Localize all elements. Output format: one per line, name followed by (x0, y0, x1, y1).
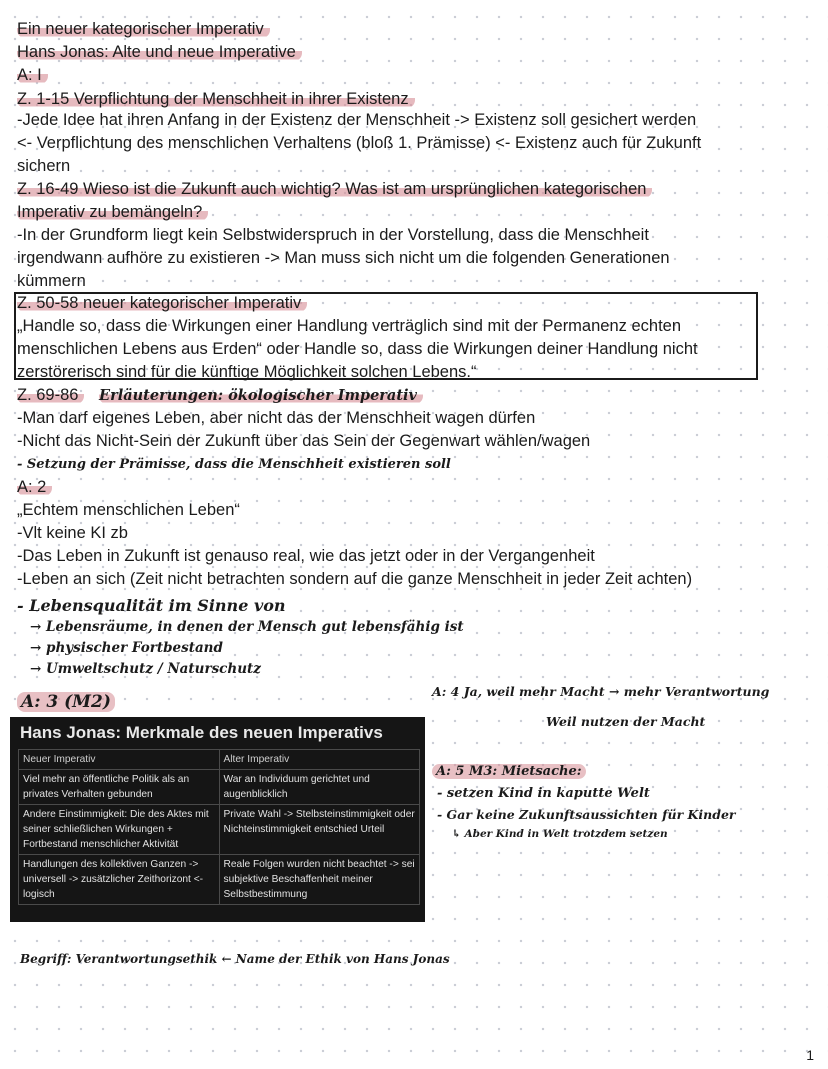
task-a1-label: A: I (17, 64, 48, 87)
section-heading-4: Z. 69-86 Erläuterungen: ökologischer Imperativ (17, 384, 423, 407)
task-a5-label: A: 5 M3: Mietsache: (432, 764, 586, 779)
task-a3-label: A: 3 (M2) (17, 692, 115, 712)
text-line: -Jede Idee hat ihren Anfang in der Existenz der Menschheit -> Existenz soll gesichert werden (17, 111, 697, 129)
text-line: kümmern (17, 272, 86, 290)
text-line: irgendwann aufhöre zu existieren -> Man muss sich nicht um die folgenden Generationen (17, 249, 670, 267)
handwritten-note: - Lebensqualität im Sinne von (17, 596, 286, 615)
task-a5-note: - setzen Kind in kaputte Welt (437, 786, 650, 801)
table-cell: Handlungen des kollektiven Ganzen -> universell -> zusätzlicher Zeithorizont <- logisch (19, 855, 220, 905)
begriff-note: Begriff: Verantwortungsethik ← Name der Ethik von Hans Jonas (20, 952, 450, 966)
table-cell: Andere Einstimmigkeit: Die des Aktes mit seiner schließlichen Wirkungen + Fortbestand menschlicher Aktivität (19, 805, 220, 855)
merkmale-table (18, 749, 420, 905)
section-heading-3: Z. 50-58 neuer kategorischer Imperativ (17, 292, 307, 315)
text-line: sichern (17, 157, 71, 175)
text-line: -Leben an sich (Zeit nicht betrachten sondern auf die ganze Menschheit in jeder Zeit achten) (17, 570, 693, 588)
handwritten-note: → Umweltschutz / Naturschutz (30, 661, 261, 677)
task-a5-note: ↳ Aber Kind in Welt trotzdem setzen (452, 828, 668, 840)
table-title: Hans Jonas: Merkmale des neuen Imperativs (20, 723, 383, 742)
table-cell: Viel mehr an öffentliche Politik als an privates Verhalten gebunden (19, 770, 220, 805)
task-a2-label: A: 2 (17, 476, 52, 499)
handwritten-note: → physischer Fortbestand (30, 640, 223, 656)
table-row (19, 770, 420, 805)
handwritten-line: - Setzung der Prämisse, dass die Menschheit existieren soll (17, 457, 451, 472)
task-a4-note: A: 4 Ja, weil mehr Macht → mehr Verantwortung (432, 684, 770, 699)
quote-line: zerstörerisch sind für die künftige Möglichkeit solchen Lebens.“ (17, 363, 477, 381)
quote-line: „Handle so, dass die Wirkungen einer Handlung verträglich sind mit der Permanenz echten (17, 317, 682, 335)
table-cell: Private Wahl -> Stelbsteinstimmigkeit oder Nichteinstimmigkeit entschied Urteil (219, 805, 420, 855)
merkmale-table-panel (10, 717, 425, 922)
quote-line: menschlichen Lebens aus Erden“ oder Handle so, dass die Wirkungen deiner Handlung nicht (17, 340, 698, 358)
task-a5-note: - Gar keine Zukunftsaussichten für Kinder (437, 807, 736, 822)
subtitle-line: Hans Jonas: Alte und neue Imperative (17, 41, 302, 64)
text-line: „Echtem menschlichen Leben“ (17, 501, 240, 519)
table-cell: War an Individuum gerichtet und augenblicklich (219, 770, 420, 805)
text-line: <- Verpflichtung des menschlichen Verhaltens (bloß 1. Prämisse) <- Existenz auch für Zukunft (17, 134, 702, 152)
section-heading-1: Z. 1-15 Verpflichtung der Menschheit in ihrer Existenz (17, 88, 415, 111)
title-line: Ein neuer kategorischer Imperativ (17, 18, 270, 41)
table-row (19, 805, 420, 855)
table-row (19, 855, 420, 905)
text-line: -Das Leben in Zukunft ist genauso real, wie das jetzt oder in der Vergangenheit (17, 547, 595, 565)
section-heading-2: Z. 16-49 Wieso ist die Zukunft auch wichtig? Was ist am ursprünglichen kategorischen (17, 178, 652, 201)
task-a4-note: Weil nutzen der Macht (546, 714, 706, 729)
text-line: -Man darf eigenes Leben, aber nicht das der Menschheit wagen dürfen (17, 409, 536, 427)
table-cell: Reale Folgen wurden nicht beachtet -> sei subjektive Beschaffenheit meiner Selbstbestimmung (219, 855, 420, 905)
page-mark: 1 (806, 1047, 814, 1063)
table-header-cell: Neuer Imperativ (19, 750, 220, 770)
text-line: -Vlt keine KI zb (17, 524, 128, 542)
section-heading-2b: Imperativ zu bemängeln? (17, 201, 208, 224)
table-header-cell: Alter Imperativ (219, 750, 420, 770)
handwritten-note: → Lebensräume, in denen der Mensch gut lebensfähig ist (30, 619, 464, 635)
table-header-row (19, 750, 420, 770)
text-line: -Nicht das Nicht-Sein der Zukunft über das Sein der Gegenwart wählen/wagen (17, 432, 591, 450)
text-line: -In der Grundform liegt kein Selbstwiderspruch in der Vorstellung, dass die Menschheit (17, 226, 649, 244)
